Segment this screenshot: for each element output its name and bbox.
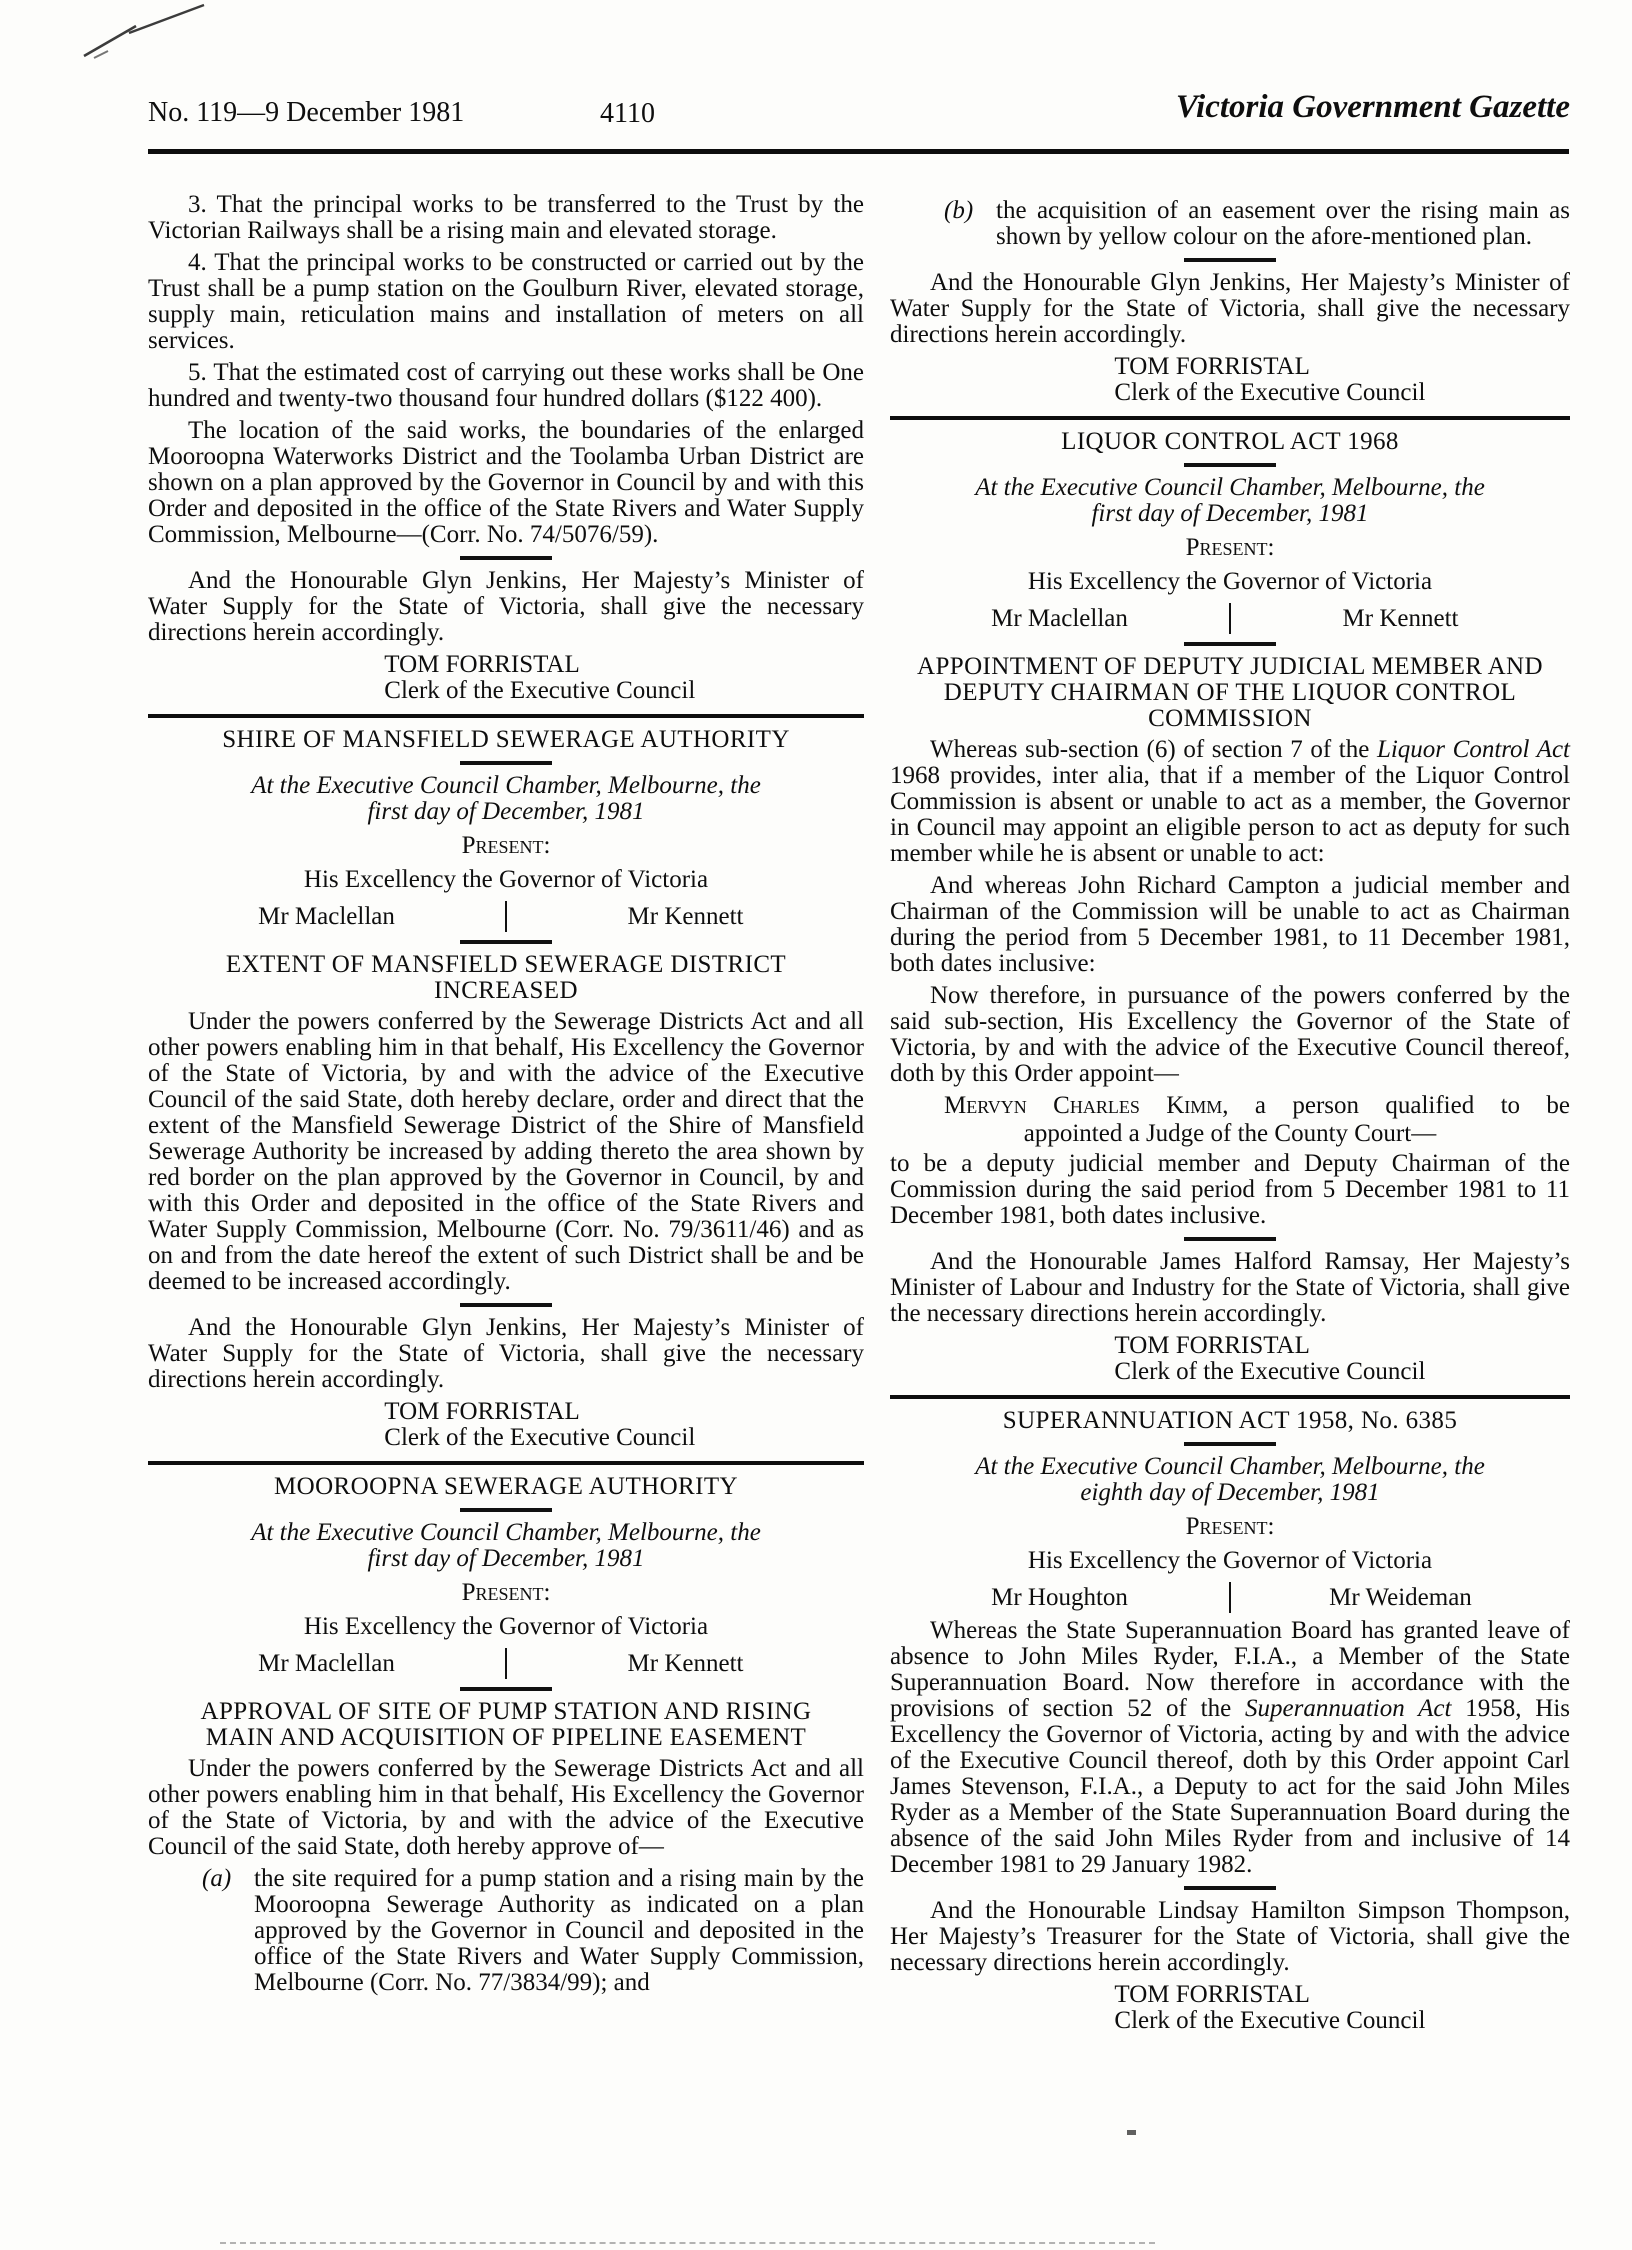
chamber-dateline-line: first day of December, 1981 bbox=[367, 798, 645, 825]
signature-block bbox=[148, 652, 864, 704]
section-heading-line: MOOROOPNA SEWERAGE AUTHORITY bbox=[274, 1473, 738, 1500]
section-heading-line: SUPERANNUATION ACT 1958, No. 6385 bbox=[1002, 1407, 1458, 1434]
scan-artifact-line bbox=[220, 2242, 1155, 2244]
section-heading bbox=[148, 952, 864, 1004]
text-run: Whereas sub-section (6) of section 7 of the bbox=[930, 736, 1377, 763]
separator-rule bbox=[1184, 1442, 1276, 1446]
section-divider-rule bbox=[148, 1461, 864, 1465]
paragraph: 4. That the principal works to be constructed or carried out by the Trust shall be a pump station on the Goulburn River, elevated storage, supply main, reticulation mains and installation of meters on all services. bbox=[148, 249, 864, 354]
scan-scratch-mark bbox=[74, 2, 224, 62]
chamber-dateline bbox=[148, 773, 864, 825]
chamber-dateline-line: first day of December, 1981 bbox=[367, 1545, 645, 1572]
signatory-role: Clerk of the Executive Council bbox=[1114, 2007, 1426, 2034]
present-label bbox=[890, 1514, 1570, 1540]
text-run: Whereas the State Superannuation Board has granted leave of absence to John Miles Ryder, F.I.A., a Member of the State Superannuation Board. Now therefore in accordance with the provisions of section 52 of the bbox=[890, 1617, 1570, 1722]
paragraph: 5. That the estimated cost of carrying out these works shall be One hundred and twenty-two thousand four hundred dollars ($122 400). bbox=[148, 359, 864, 412]
separator-rule bbox=[1184, 642, 1276, 646]
attendee-name-left: Mr Maclellan bbox=[991, 604, 1128, 632]
center-line: His Excellency the Governor of Victoria bbox=[303, 1613, 709, 1640]
signatory-role: Clerk of the Executive Council bbox=[1114, 379, 1426, 406]
paragraph: And whereas John Richard Campton a judicial member and Chairman of the Commission will be unable to act as Chairman during the period from 5 December 1981, to 11 December 1981, both dates inclusive: bbox=[890, 872, 1570, 977]
attendee-name-left: Mr Houghton bbox=[991, 1583, 1128, 1611]
paragraph bbox=[890, 1618, 1570, 1878]
text-run: 1968 provides, inter alia, that if a member of the Liquor Control Commission is absent or unable to act as a member, the Governor in Council may appoint an eligible person to act as deputy for such member while he is absent or unable to act: bbox=[890, 762, 1570, 867]
section-divider-rule bbox=[148, 714, 864, 718]
signatory-name: TOM FORRISTAL bbox=[384, 1398, 580, 1425]
present-label bbox=[890, 535, 1570, 561]
signatory-name: TOM FORRISTAL bbox=[1114, 1332, 1310, 1359]
attendees-row bbox=[148, 901, 864, 932]
signatory-role: Clerk of the Executive Council bbox=[1114, 1358, 1426, 1385]
attendee-name-left: Mr Maclellan bbox=[258, 902, 395, 930]
right-column bbox=[890, 198, 1570, 2037]
center-line: His Excellency the Governor of Victoria bbox=[1027, 1547, 1433, 1574]
attendee-name-left: Mr Maclellan bbox=[258, 1649, 395, 1677]
signature-block bbox=[890, 1982, 1570, 2034]
list-marker: (a) bbox=[202, 1865, 232, 1892]
present-label-text: Present: bbox=[461, 832, 551, 859]
paragraph: to be a deputy judicial member and Deputy Chairman of the Commission during the said period from 5 December 1981 to 11 December 1981, both dates inclusive. bbox=[890, 1150, 1570, 1229]
paragraph: The location of the said works, the boundaries of the enlarged Mooroopna Waterworks District and the Toolamba Urban District are shown on a plan approved by the Governor in Council by and with this Order and deposited in the office of the State Rivers and Water Supply Commission, Melbourne—(Corr. No. 74/5076/59). bbox=[148, 417, 864, 548]
signatory-name: TOM FORRISTAL bbox=[384, 651, 580, 678]
signature-block bbox=[890, 1333, 1570, 1385]
appointment-clause bbox=[890, 1093, 1570, 1119]
chamber-dateline bbox=[890, 1454, 1570, 1506]
separator-rule bbox=[1184, 258, 1276, 262]
attendee-name-right: Mr Weideman bbox=[1329, 1583, 1472, 1611]
separator-rule bbox=[1184, 463, 1276, 467]
attendee-name-right: Mr Kennett bbox=[627, 902, 744, 930]
separator-rule bbox=[460, 940, 552, 944]
paragraph: And the Honourable Glyn Jenkins, Her Majesty’s Minister of Water Supply for the State of Victoria, shall give the necessary directions herein accordingly. bbox=[148, 567, 864, 646]
italic-text: Liquor Control Act bbox=[1376, 736, 1570, 763]
section-heading-line: EXTENT OF MANSFIELD SEWERAGE DISTRICT bbox=[225, 951, 787, 978]
paragraph: 3. That the principal works to be transferred to the Trust by the Victorian Railways shall be a rising main and elevated storage. bbox=[148, 191, 864, 244]
signatory-role: Clerk of the Executive Council bbox=[384, 677, 696, 704]
paragraph: Under the powers conferred by the Sewerage Districts Act and all other powers enabling him in that behalf, His Excellency the Governor of the State of Victoria, by and with the advice of the Executive Council of the said State, doth hereby approve of— bbox=[148, 1755, 864, 1860]
section-heading bbox=[148, 1699, 864, 1751]
attendees-row bbox=[890, 1582, 1570, 1613]
chamber-dateline-line: first day of December, 1981 bbox=[1091, 500, 1369, 527]
paragraph: Under the powers conferred by the Sewerage Districts Act and all other powers enabling him in that behalf, His Excellency the Governor of the State of Victoria, by and with the advice of the Executive Council of the said State, doth hereby declare, order and direct that the extent of the Mansfield Sewerage District of the Shire of Mansfield Sewerage Authority be increased by adding thereto the area shown by red border on the plan approved by the Governor in Council, by and with this Order and deposited in the office of the State Rivers and Water Supply Commission, Melbourne (Corr. No. 79/3611/46) and as on and from the date hereof the extent of such District shall be and be deemed to be increased accordingly. bbox=[148, 1008, 864, 1295]
paragraph bbox=[890, 737, 1570, 867]
signatory-name: TOM FORRISTAL bbox=[1114, 353, 1310, 380]
present-label-text: Present: bbox=[461, 1579, 551, 1606]
list-item bbox=[148, 1866, 864, 1996]
header-rule bbox=[148, 149, 1569, 154]
separator-rule bbox=[1184, 1237, 1276, 1241]
paragraph: And the Honourable Glyn Jenkins, Her Majesty’s Minister of Water Supply for the State of Victoria, shall give the necessary directions herein accordingly. bbox=[890, 269, 1570, 348]
signature-block bbox=[890, 354, 1570, 406]
chamber-dateline-line: At the Executive Council Chamber, Melbourne, the bbox=[975, 1453, 1485, 1480]
section-heading bbox=[148, 1474, 864, 1500]
signatory-name: TOM FORRISTAL bbox=[1114, 1981, 1310, 2008]
chamber-dateline bbox=[890, 475, 1570, 527]
section-heading bbox=[890, 429, 1570, 455]
page-number: 4110 bbox=[600, 98, 655, 129]
section-heading-line: MAIN AND ACQUISITION OF PIPELINE EASEMENT bbox=[205, 1724, 807, 1751]
section-heading-line: DEPUTY CHAIRMAN OF THE LIQUOR CONTROL bbox=[943, 679, 1517, 706]
present-label-text: Present: bbox=[1185, 534, 1275, 561]
section-divider-rule bbox=[890, 1395, 1570, 1399]
scan-artifact-speck bbox=[1127, 2130, 1136, 2135]
present-label bbox=[148, 1580, 864, 1606]
paragraph: And the Honourable Lindsay Hamilton Simpson Thompson, Her Majesty’s Treasurer for the State of Victoria, shall give the necessary directions herein accordingly. bbox=[890, 1897, 1570, 1976]
separator-rule bbox=[460, 761, 552, 765]
chamber-dateline bbox=[148, 1520, 864, 1572]
paragraph: And the Honourable James Halford Ramsay, Her Majesty’s Minister of Labour and Industry for the State of Victoria, shall give the necessary directions herein accordingly. bbox=[890, 1248, 1570, 1327]
signature-block bbox=[148, 1399, 864, 1451]
attendee-name-right: Mr Kennett bbox=[1342, 604, 1459, 632]
chamber-dateline-line: At the Executive Council Chamber, Melbourne, the bbox=[251, 1519, 761, 1546]
separator-rule bbox=[1184, 1886, 1276, 1890]
section-heading-line: COMMISSION bbox=[1148, 705, 1312, 732]
present-label-text: Present: bbox=[1185, 1513, 1275, 1540]
paragraph: Now therefore, in pursuance of the powers conferred by the said sub-section, His Excellency the Governor of the State of Victoria, by and with the advice of the Executive Council thereof, doth by this Order appoint— bbox=[890, 982, 1570, 1087]
separator-rule bbox=[460, 1303, 552, 1307]
section-divider-rule bbox=[890, 416, 1570, 420]
section-heading bbox=[148, 727, 864, 753]
chamber-dateline-line: At the Executive Council Chamber, Melbourne, the bbox=[251, 772, 761, 799]
header-issue-date: No. 119—9 December 1981 bbox=[148, 97, 465, 128]
appointment-line: appointed a Judge of the County Court— bbox=[1023, 1120, 1437, 1147]
signatory-role: Clerk of the Executive Council bbox=[384, 1424, 696, 1451]
section-heading bbox=[890, 654, 1570, 732]
section-heading-line: INCREASED bbox=[434, 977, 578, 1004]
text-run: 1958, His Excellency the Governor of Victoria, acting by and with the advice of the Executive Council thereof, doth by this Order appoint Carl James Stevenson, F.I.A., a Deputy to act for the said John Miles Ryder as a Member of the State Superannuation Board during the absence of the said John Miles Ryder from and inclusive of 14 December 1981 to 29 January 1982. bbox=[890, 1695, 1570, 1878]
list-item bbox=[890, 198, 1570, 250]
italic-text: Superannuation Act bbox=[1245, 1695, 1452, 1722]
section-heading-line: SHIRE OF MANSFIELD SEWERAGE AUTHORITY bbox=[222, 726, 790, 753]
section-heading bbox=[890, 1408, 1570, 1434]
separator-rule bbox=[460, 1687, 552, 1691]
small-caps-text: Mervyn Charles Kimm bbox=[944, 1092, 1223, 1119]
attendee-name-right: Mr Kennett bbox=[627, 1649, 744, 1677]
list-item-text: the acquisition of an easement over the rising main as shown by yellow colour on the afore-mentioned plan. bbox=[996, 197, 1570, 250]
separator-rule bbox=[460, 556, 552, 560]
center-line: His Excellency the Governor of Victoria bbox=[1027, 568, 1433, 595]
paragraph: And the Honourable Glyn Jenkins, Her Majesty’s Minister of Water Supply for the State of Victoria, shall give the necessary directions herein accordingly. bbox=[148, 1314, 864, 1393]
section-heading-line: APPROVAL OF SITE OF PUMP STATION AND RISING bbox=[200, 1698, 812, 1725]
present-label bbox=[148, 833, 864, 859]
center-line: His Excellency the Governor of Victoria bbox=[303, 866, 709, 893]
attendees-row bbox=[890, 603, 1570, 634]
list-item-text: the site required for a pump station and a rising main by the Mooroopna Sewerage Authority as indicated on a plan approved by the Governor in Council and deposited in the office of the State Rivers and Water Supply Commission, Melbourne (Corr. No. 77/3834/99); and bbox=[254, 1865, 864, 1996]
chamber-dateline-line: eighth day of December, 1981 bbox=[1080, 1479, 1380, 1506]
chamber-dateline-line: At the Executive Council Chamber, Melbourne, the bbox=[975, 474, 1485, 501]
separator-rule bbox=[460, 1508, 552, 1512]
attendees-row bbox=[148, 1648, 864, 1679]
left-column bbox=[148, 192, 864, 2002]
list-marker: (b) bbox=[944, 197, 974, 224]
section-heading-line: LIQUOR CONTROL ACT 1968 bbox=[1061, 428, 1399, 455]
text-run: , a person qualified to be bbox=[1222, 1092, 1570, 1119]
gazette-title: Victoria Government Gazette bbox=[1175, 89, 1570, 125]
section-heading-line: APPOINTMENT OF DEPUTY JUDICIAL MEMBER AND bbox=[917, 653, 1543, 680]
